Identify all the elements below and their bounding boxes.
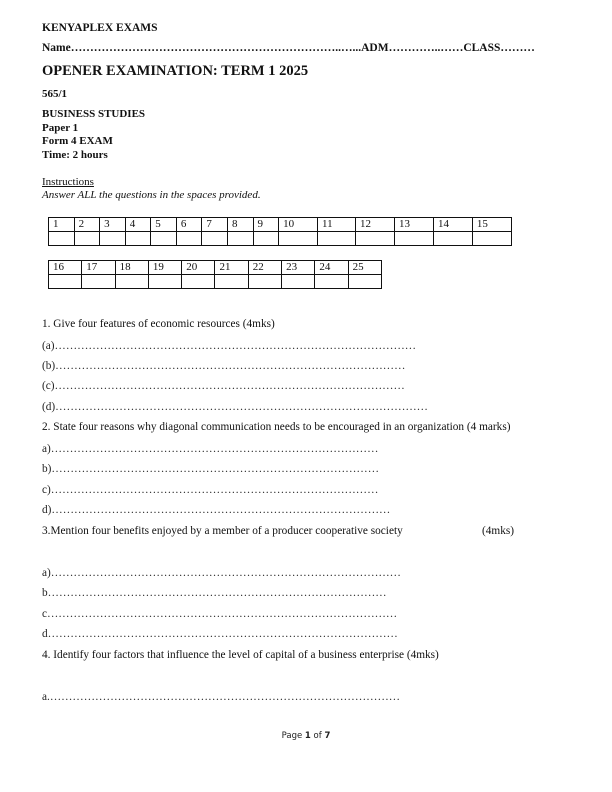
answer-line-2b[interactable]: b)……………………………………………………………………………	[42, 463, 380, 475]
question-2: 2. State four reasons why diagonal communication needs to be encouraged in an organization (4 marks)	[42, 421, 511, 433]
page-prefix: Page	[281, 731, 305, 741]
grid-cell-label: 24	[315, 261, 348, 275]
score-grid-1-score-row	[49, 232, 512, 246]
grid-cell-label: 2	[74, 218, 100, 232]
exam-duration: Time: 2 hours	[42, 148, 108, 161]
answer-line-2d[interactable]: d)………………………………………………………………………………	[42, 504, 391, 516]
score-cell[interactable]	[115, 275, 148, 289]
page-total: 7	[324, 731, 331, 741]
score-cell[interactable]	[100, 232, 126, 246]
answer-line-1a[interactable]: (a)……………………………………………………………………………………	[42, 340, 417, 352]
grid-cell-label: 12	[356, 218, 395, 232]
score-grid-2-score-row	[49, 275, 382, 289]
page-current: 1	[304, 731, 311, 741]
instructions-heading: Instructions	[42, 176, 94, 188]
score-cell[interactable]	[394, 232, 433, 246]
score-cell[interactable]	[318, 232, 356, 246]
score-grid-1-header-row	[49, 218, 512, 232]
subject-name: BUSINESS STUDIES	[42, 108, 146, 120]
question-1: 1. Give four features of economic resources (4mks)	[42, 318, 275, 330]
grid-cell-label: 16	[49, 261, 82, 275]
answer-line-3b[interactable]: b………………………………………………………………………………	[42, 587, 387, 599]
score-cell[interactable]	[125, 232, 151, 246]
score-grid-1	[48, 217, 512, 246]
answer-line-3c[interactable]: c…………………………………………………………………………………	[42, 608, 398, 620]
question-4: 4. Identify four factors that influence the level of capital of a business enterprise (4mks)	[42, 649, 439, 661]
score-cell[interactable]	[248, 275, 281, 289]
paper-number: Paper 1	[42, 121, 79, 134]
answer-line-2c[interactable]: c)……………………………………………………………………………	[42, 484, 379, 496]
score-cell[interactable]	[472, 232, 511, 246]
score-cell[interactable]	[227, 232, 253, 246]
form-level: Form 4 EXAM	[42, 135, 113, 147]
score-cell[interactable]	[49, 232, 75, 246]
grid-cell-label: 11	[318, 218, 356, 232]
grid-cell-label: 18	[115, 261, 148, 275]
score-grid-2-header-row	[49, 261, 382, 275]
score-cell[interactable]	[74, 232, 100, 246]
grid-cell-label: 3	[100, 218, 126, 232]
answer-line-2a[interactable]: a)……………………………………………………………………………	[42, 443, 379, 455]
grid-cell-label: 5	[151, 218, 177, 232]
name-adm-class-line: Name……………………………………………………………..…...ADM…………..……CLASS………	[42, 42, 535, 54]
grid-cell-label: 21	[215, 261, 248, 275]
grid-cell-label: 20	[182, 261, 215, 275]
score-cell[interactable]	[182, 275, 215, 289]
grid-cell-label: 10	[279, 218, 318, 232]
score-cell[interactable]	[433, 232, 472, 246]
score-cell[interactable]	[282, 275, 315, 289]
grid-cell-label: 17	[82, 261, 115, 275]
answer-line-4a[interactable]: a.…………………………………………………………………………………	[42, 691, 401, 703]
score-grid-2	[48, 260, 382, 289]
grid-cell-label: 13	[394, 218, 433, 232]
score-cell[interactable]	[148, 275, 181, 289]
grid-cell-label: 19	[148, 261, 181, 275]
score-cell[interactable]	[215, 275, 248, 289]
score-cell[interactable]	[176, 232, 202, 246]
score-cell[interactable]	[356, 232, 395, 246]
score-cell[interactable]	[49, 275, 82, 289]
score-cell[interactable]	[151, 232, 177, 246]
score-cell[interactable]	[82, 275, 115, 289]
paper-code: 565/1	[42, 88, 68, 100]
grid-cell-label: 7	[202, 218, 228, 232]
page-mid: of	[310, 731, 325, 741]
score-cell[interactable]	[315, 275, 348, 289]
grid-cell-label: 25	[348, 261, 381, 275]
answer-line-1d[interactable]: (d)………………………………………………………………………………………	[42, 401, 428, 413]
grid-cell-label: 8	[227, 218, 253, 232]
grid-cell-label: 9	[253, 218, 279, 232]
answer-line-1c[interactable]: (c)…………………………………………………………………………………	[42, 380, 405, 392]
answer-line-3a[interactable]: a)…………………………………………………………………………………	[42, 567, 401, 579]
page-number	[0, 731, 612, 741]
score-cell[interactable]	[253, 232, 279, 246]
answer-line-3d[interactable]: d…………………………………………………………………………………	[42, 628, 398, 640]
grid-cell-label: 6	[176, 218, 202, 232]
question-3-marks: (4mks)	[482, 525, 515, 537]
grid-cell-label: 1	[49, 218, 75, 232]
school-name: KENYAPLEX EXAMS	[42, 22, 158, 34]
score-cell[interactable]	[348, 275, 381, 289]
grid-cell-label: 14	[433, 218, 472, 232]
grid-cell-label: 4	[125, 218, 151, 232]
exam-title: OPENER EXAMINATION: TERM 1 2025	[42, 63, 309, 79]
grid-cell-label: 22	[248, 261, 281, 275]
instructions-text: Answer ALL the questions in the spaces provided.	[42, 189, 261, 201]
score-cell[interactable]	[202, 232, 228, 246]
question-3: 3.Mention four benefits enjoyed by a member of a producer cooperative society	[42, 525, 403, 537]
grid-cell-label: 23	[282, 261, 315, 275]
answer-line-1b[interactable]: (b)…………………………………………………………………………………	[42, 360, 406, 372]
grid-cell-label: 15	[472, 218, 511, 232]
score-cell[interactable]	[279, 232, 318, 246]
